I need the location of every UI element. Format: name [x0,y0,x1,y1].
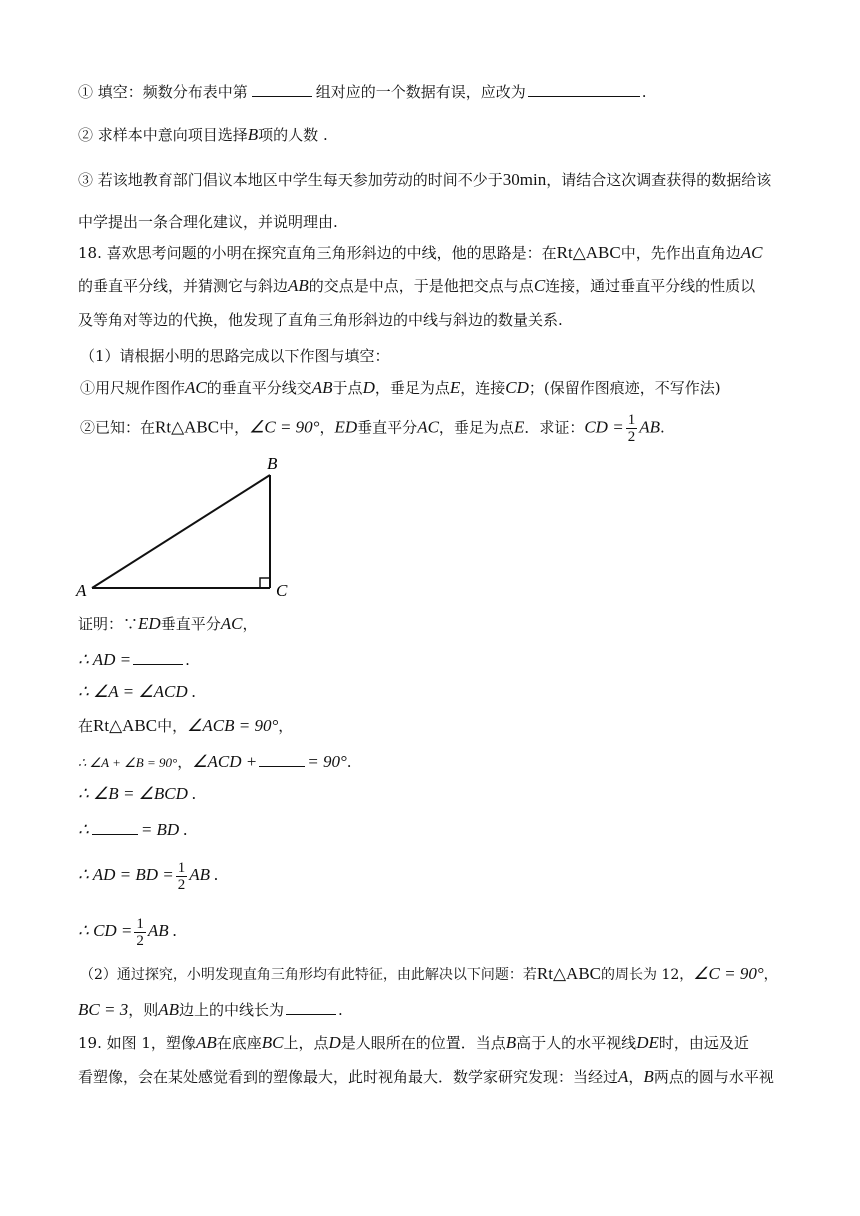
text: . [659,418,665,437]
text: （2）通过探究，小明发现直角三角形均有此特征，由此解决以下问题：若 [80,967,537,983]
proof-line-2 [78,682,196,702]
math: AB [288,276,309,295]
math: AB [311,378,333,397]
math: AB . [147,921,178,940]
text: ，则 [128,1001,159,1019]
q17-item-1-text-b: 组对应的一个数据有误，应改为 [315,83,526,101]
text: 两点的圆与水平视 [653,1068,774,1086]
proof-line-4 [78,750,352,773]
text: 中， [219,418,250,437]
text: ， [242,615,258,633]
q18-step-2 [80,412,665,445]
label-C: C [276,581,288,600]
math: AB . [189,865,219,884]
text: ， [278,717,294,735]
q17-item-3-math: 30min [502,170,547,189]
q17-item-3-cont [78,212,338,232]
q18-part-2-line-2 [78,998,343,1020]
math: Rt△ABC [536,964,601,983]
q18-intro-line-2 [78,276,755,296]
answer-blank[interactable] [252,80,312,97]
q18-intro-line-3 [78,310,563,330]
fraction-one-half [626,412,638,445]
q18-part-2-line-1 [80,964,778,985]
proof-line-7 [78,858,219,893]
text: 上，点 [283,1034,329,1052]
math: AB [158,1000,179,1019]
math: E [513,417,525,437]
text: . [185,651,190,669]
text: ②已知：在 [80,418,156,437]
fraction-denominator: 2 [627,429,636,445]
text: 连接，通过垂直平分线的性质以 [545,277,756,295]
fraction-denominator: 2 [136,932,144,949]
proof-line-8 [78,914,177,949]
math: = BD . [140,820,188,839]
text: . [346,753,352,771]
answer-blank[interactable] [133,648,183,665]
q17-item-1-text-c: . [641,83,647,101]
text: 高于人的水平视线 [516,1034,637,1052]
q17-item-3-text-a: ③ 若该地教育部门倡议本地区中学生每天参加劳动的时间不少于 [78,171,503,189]
q18-step-1 [80,378,721,398]
math: ∴ ∠A = ∠ACD . [78,682,197,701]
q17-item-2 [78,125,328,145]
math: ∠ACD + [192,752,258,771]
text: 及等角对等边的代换，他发现了直角三角形斜边的中线与斜边的数量关系. [78,311,563,329]
side-AB [92,475,270,588]
q17-item-3-text-c: ，请结合这次调查获得的数据给该 [546,171,772,189]
text: 的垂直平分线，并猜测它与斜边 [78,277,289,295]
label-A: A [76,581,87,600]
q19-line-1 [78,1033,749,1053]
math: D [328,1033,341,1052]
math: ∴ AD = [78,650,132,669]
math: AC [220,614,243,633]
text: . [338,1001,343,1019]
math: AC [740,243,763,262]
math: ∴ [78,820,89,839]
fraction-one-half [176,860,188,893]
text: ，连接 [460,379,506,397]
proof-line-0 [78,614,257,634]
text: ．求证： [524,418,585,437]
text: ，垂足为点 [438,418,514,437]
math: A [618,1067,629,1086]
text: ；(保留作图痕迹，不写作法) [528,379,721,397]
math: C [533,276,546,295]
math: E [449,378,461,397]
math: BC = 3 [78,1000,129,1019]
math: ∴ ∠B = ∠BCD . [78,784,197,803]
math: Rt△ABC [93,716,158,735]
text: 垂直平分 [357,418,418,437]
math: ∠C = 90° [693,964,764,983]
q17-item-2-math: B [247,125,259,144]
math: ∴ ∠A + ∠B = 90° [78,755,178,770]
text: 的交点是中点，于是他把交点与点 [308,277,534,295]
math: CD [505,378,529,397]
text: 18. 喜欢思考问题的小明在探究直角三角形斜边的中线，他的思路是：在 [78,244,557,262]
q17-item-1 [78,80,647,102]
fraction-numerator: 1 [136,915,144,932]
math: B [505,1033,517,1052]
text: 中， [157,717,188,735]
text: ①用尺规作图作 [80,379,186,397]
math: AC [185,378,207,397]
text: ， [177,753,193,771]
answer-blank[interactable] [92,818,138,835]
q17-item-3-text-d: 中学提出一条合理化建议，并说明理由. [78,213,338,231]
proof-line-6 [78,818,188,840]
fraction-numerator: 1 [177,859,186,876]
q17-item-1-text-a: ① 填空：频数分布表中第 [78,83,248,101]
fraction-one-half [134,916,146,949]
math: ∠ACB = 90° [187,716,279,735]
math: ∴ CD = [78,921,133,940]
math: Rt△ABC [155,417,220,437]
text: 在底座 [216,1034,262,1052]
fraction-numerator: 1 [627,412,636,428]
right-angle-mark [260,578,270,588]
math: D [362,378,375,397]
text: 看塑像，会在某处感觉看到的塑像最大，此时视角最大．数学家研究发现：当经过 [78,1068,619,1086]
text: （1）请根据小明的思路完成以下作图与填空： [80,347,390,365]
triangle-figure [70,450,300,600]
proof-line-1 [78,648,190,670]
answer-blank[interactable] [528,80,640,97]
q17-item-2-text-c: 项的人数 . [258,126,328,144]
math: B [643,1067,654,1086]
text: 的垂直平分线交 [206,379,312,397]
text: 中，先作出直角边 [620,244,741,262]
text: ， [319,418,335,437]
text: 边上的中线长为 [179,1001,285,1019]
fraction-denominator: 2 [177,876,186,893]
text: 于点 [332,379,363,397]
math: = 90° [307,752,347,771]
math: ED [138,614,161,633]
q18-part-1-heading [80,346,390,366]
text: 的周长为 12， [601,967,694,983]
text: 时，由远及近 [658,1034,749,1052]
q17-item-3 [78,170,771,190]
q17-item-2-text-a: ② 求样本中意向项目选择 [78,126,248,144]
math: CD = [584,417,624,437]
math: DE [636,1033,659,1052]
q18-intro-line-1 [78,243,762,263]
label-B: B [267,454,278,473]
text: 19. 如图 1，塑像 [78,1034,196,1052]
text: 在 [78,717,94,735]
math: AB [639,417,660,437]
math: ED [334,417,358,437]
text: 垂直平分 [160,615,221,633]
answer-blank[interactable] [259,750,305,767]
answer-blank[interactable] [286,998,336,1015]
math: ∠C = 90° [249,417,320,437]
text: ， [763,967,778,983]
text: 证明：∵ [78,615,139,633]
math: Rt△ABC [556,243,621,262]
q19-line-2 [78,1067,774,1087]
text: 是人眼所在的位置．当点 [340,1034,506,1052]
proof-line-3 [78,716,293,736]
math: ∴ AD = BD = [78,865,174,884]
proof-line-5 [78,784,196,804]
text: ， [628,1068,644,1086]
math: AC [417,417,439,437]
math: BC [261,1033,284,1052]
text: ，垂足为点 [374,379,450,397]
math: AB [195,1033,217,1052]
